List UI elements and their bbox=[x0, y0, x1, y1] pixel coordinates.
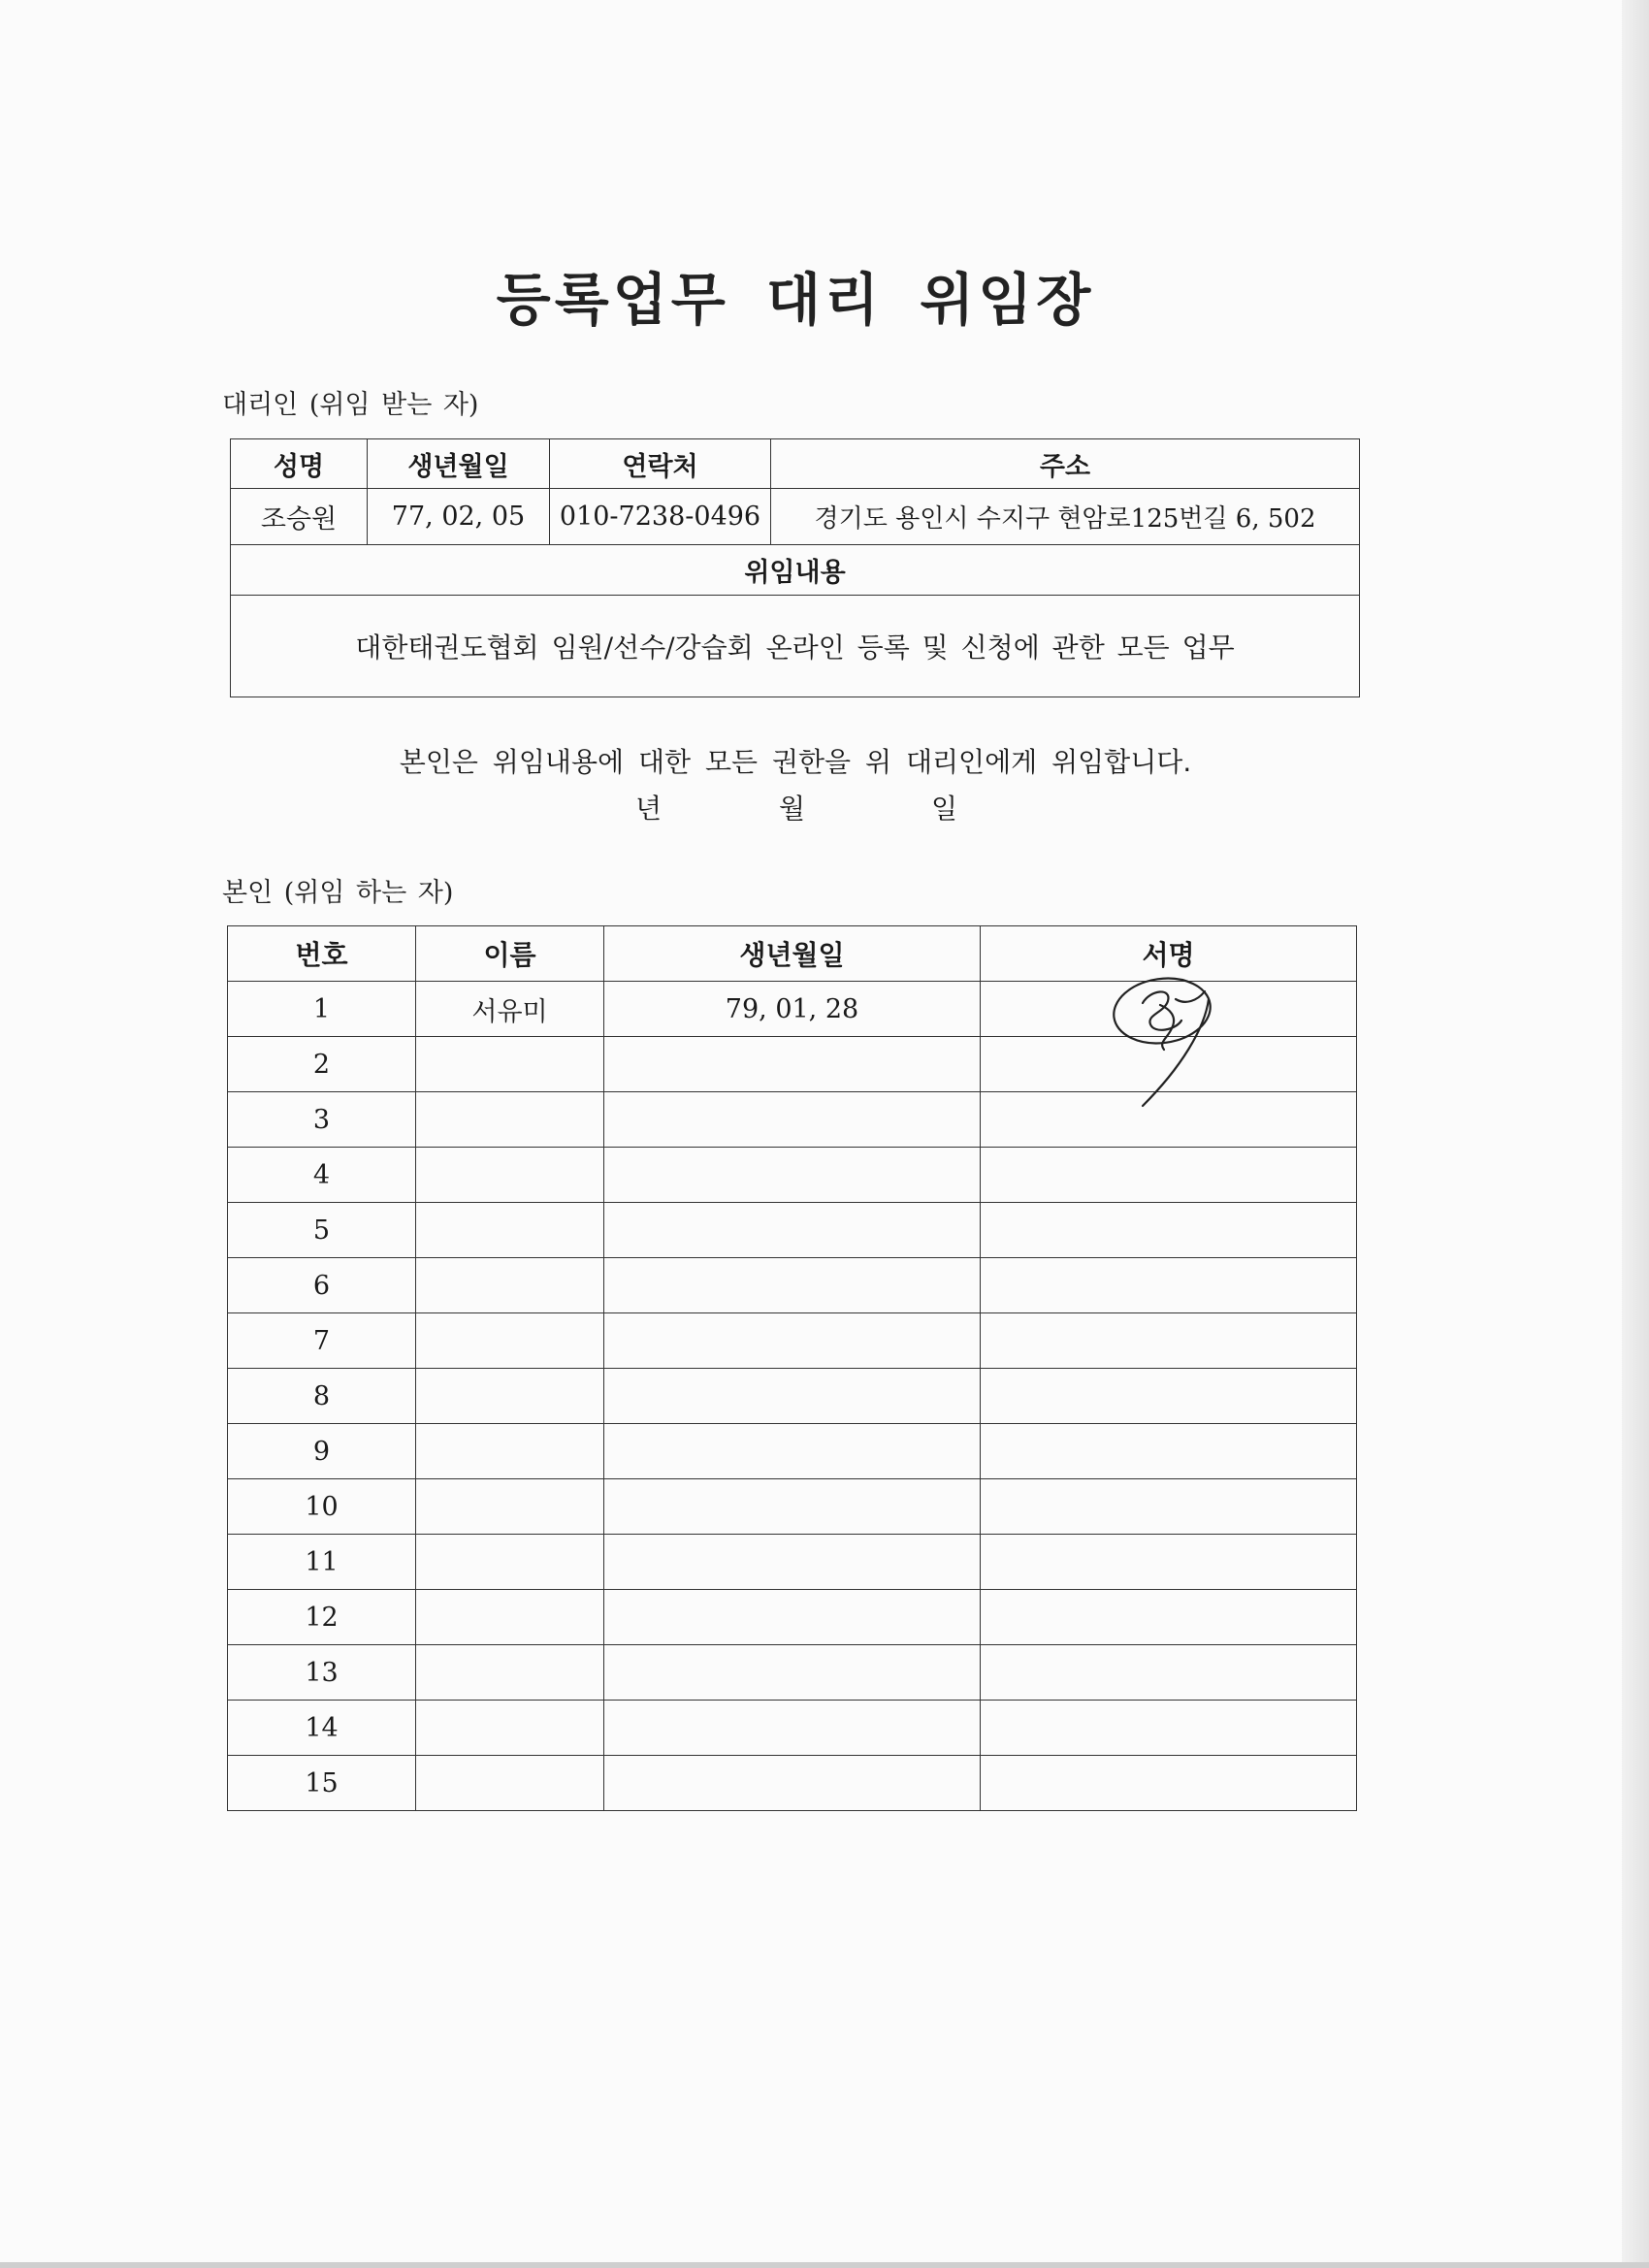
row-number: 9 bbox=[228, 1424, 416, 1479]
row-signature bbox=[981, 1424, 1357, 1479]
principal-row bbox=[228, 1148, 1357, 1203]
row-number: 7 bbox=[228, 1313, 416, 1369]
date-month-label: 월 bbox=[779, 793, 806, 825]
header-name: 이름 bbox=[416, 926, 604, 982]
row-number: 5 bbox=[228, 1203, 416, 1258]
row-signature bbox=[981, 1479, 1357, 1535]
row-birthdate bbox=[604, 1203, 981, 1258]
row-signature bbox=[981, 1148, 1357, 1203]
scan-edge-bottom bbox=[0, 2262, 1649, 2268]
row-birthdate bbox=[604, 1590, 981, 1645]
agent-address: 경기도 용인시 수지구 현암로125번길 6, 502 bbox=[771, 489, 1360, 545]
row-number: 11 bbox=[228, 1535, 416, 1590]
row-name bbox=[416, 1369, 604, 1424]
row-birthdate bbox=[604, 1535, 981, 1590]
row-signature bbox=[981, 1313, 1357, 1369]
principal-row bbox=[228, 1369, 1357, 1424]
row-signature bbox=[981, 1590, 1357, 1645]
principal-row bbox=[228, 1203, 1357, 1258]
row-signature bbox=[981, 1645, 1357, 1701]
row-birthdate bbox=[604, 1701, 981, 1756]
agent-phone: 010-7238-0496 bbox=[550, 489, 771, 545]
row-birthdate bbox=[604, 1369, 981, 1424]
row-birthdate bbox=[604, 1645, 981, 1701]
row-name bbox=[416, 1092, 604, 1148]
row-number: 4 bbox=[228, 1148, 416, 1203]
row-name bbox=[416, 1203, 604, 1258]
signature-mark bbox=[1104, 970, 1230, 1116]
scan-edge bbox=[1622, 0, 1649, 2268]
header-address: 주소 bbox=[771, 439, 1360, 489]
row-birthdate bbox=[604, 1037, 981, 1092]
delegation-statement: 본인은 위임내용에 대한 모든 권한을 위 대리인에게 위임합니다. bbox=[399, 746, 1192, 778]
principal-row bbox=[228, 1645, 1357, 1701]
document-title: 등록업무 대리 위임장 bbox=[496, 267, 1095, 333]
row-name bbox=[416, 1258, 604, 1313]
principal-row bbox=[228, 1258, 1357, 1313]
header-birthdate: 생년월일 bbox=[368, 439, 550, 489]
header-number: 번호 bbox=[228, 926, 416, 982]
principal-section-label: 본인 (위임 하는 자) bbox=[222, 878, 454, 908]
agent-name: 조승원 bbox=[231, 489, 368, 545]
row-number: 8 bbox=[228, 1369, 416, 1424]
scope-header-row bbox=[231, 545, 1360, 596]
header-phone: 연락처 bbox=[550, 439, 771, 489]
row-name bbox=[416, 1535, 604, 1590]
row-number: 6 bbox=[228, 1258, 416, 1313]
row-name bbox=[416, 1037, 604, 1092]
row-name bbox=[416, 1645, 604, 1701]
row-signature bbox=[981, 1701, 1357, 1756]
row-number: 15 bbox=[228, 1756, 416, 1811]
row-name bbox=[416, 1756, 604, 1811]
row-number: 2 bbox=[228, 1037, 416, 1092]
row-name bbox=[416, 1479, 604, 1535]
row-number: 10 bbox=[228, 1479, 416, 1535]
row-name bbox=[416, 1313, 604, 1369]
agent-section-label: 대리인 (위임 받는 자) bbox=[222, 390, 479, 420]
row-signature bbox=[981, 1258, 1357, 1313]
row-birthdate bbox=[604, 1258, 981, 1313]
row-birthdate bbox=[604, 1148, 981, 1203]
row-number: 13 bbox=[228, 1645, 416, 1701]
row-name: 서유미 bbox=[416, 982, 604, 1037]
row-name bbox=[416, 1424, 604, 1479]
agent-table bbox=[230, 438, 1360, 697]
agent-data-row bbox=[231, 489, 1360, 545]
scope-text: 대한태권도협회 임원/선수/강습회 온라인 등록 및 신청에 관한 모든 업무 bbox=[231, 596, 1360, 697]
header-name: 성명 bbox=[231, 439, 368, 489]
row-birthdate bbox=[604, 1092, 981, 1148]
row-signature bbox=[981, 1369, 1357, 1424]
row-number: 1 bbox=[228, 982, 416, 1037]
principal-row bbox=[228, 1424, 1357, 1479]
row-birthdate bbox=[604, 1424, 981, 1479]
row-birthdate bbox=[604, 1479, 981, 1535]
date-year-label: 년 bbox=[635, 793, 663, 825]
agent-header-row bbox=[231, 439, 1360, 489]
principal-row bbox=[228, 1313, 1357, 1369]
date-day-label: 일 bbox=[931, 793, 958, 825]
row-birthdate bbox=[604, 1756, 981, 1811]
row-name bbox=[416, 1590, 604, 1645]
principal-row bbox=[228, 1756, 1357, 1811]
principal-row bbox=[228, 1535, 1357, 1590]
principal-row bbox=[228, 1701, 1357, 1756]
row-name bbox=[416, 1148, 604, 1203]
row-number: 12 bbox=[228, 1590, 416, 1645]
row-signature bbox=[981, 1535, 1357, 1590]
header-signature: 서명 bbox=[981, 926, 1357, 982]
header-birthdate: 생년월일 bbox=[604, 926, 981, 982]
row-signature bbox=[981, 1203, 1357, 1258]
row-signature bbox=[981, 1756, 1357, 1811]
scope-header: 위임내용 bbox=[231, 545, 1360, 596]
row-name bbox=[416, 1701, 604, 1756]
principal-row bbox=[228, 1590, 1357, 1645]
row-number: 14 bbox=[228, 1701, 416, 1756]
row-birthdate bbox=[604, 1313, 981, 1369]
agent-birthdate: 77, 02, 05 bbox=[368, 489, 550, 545]
scope-body-row bbox=[231, 596, 1360, 697]
row-birthdate: 79, 01, 28 bbox=[604, 982, 981, 1037]
principal-row bbox=[228, 1479, 1357, 1535]
row-number: 3 bbox=[228, 1092, 416, 1148]
